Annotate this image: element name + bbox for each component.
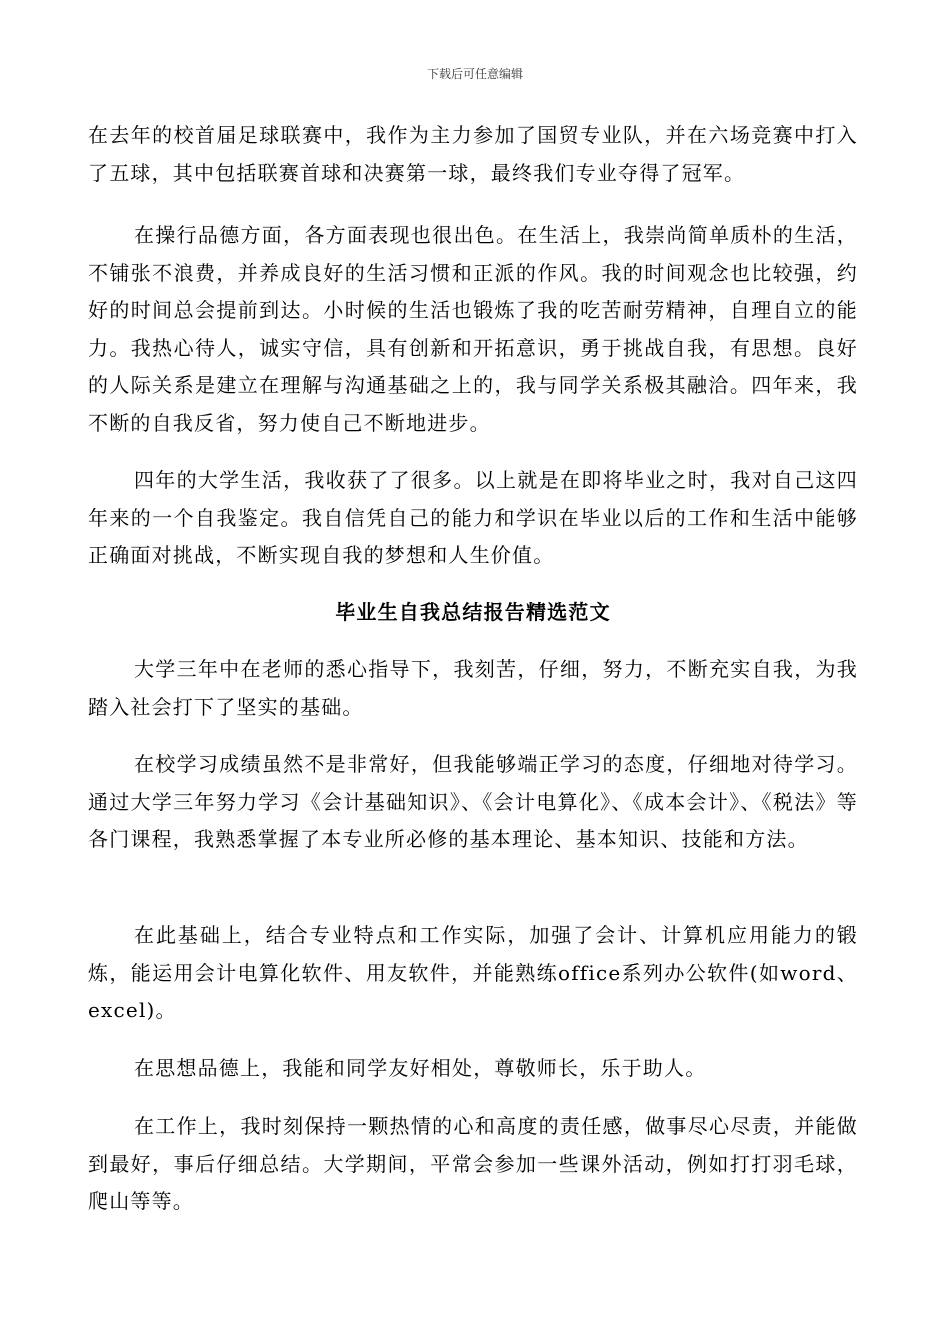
paragraph-study: 在校学习成绩虽然不是非常好，但我能够端正学习的态度，仔细地对待学习。通过大学三年努力学习《会计基础知识》、《会计电算化》、《成本会计》、《税法》等各门课程，我熟悉掌握了本专业所必修的基本理论、基本知识、技能和方法。: [88, 752, 858, 851]
paragraph-skills: 在此基础上，结合专业特点和工作实际，加强了会计、计算机应用能力的锻炼，能运用会计电算化软件、用友软件，并能熟练office系列办公软件(如word、excel)。: [88, 923, 858, 1022]
paragraph-university-summary: 四年的大学生活，我收获了了很多。以上就是在即将毕业之时，我对自己这四年来的一个自我鉴定。我自信凭自己的能力和学识在毕业以后的工作和生活中能够正确面对挑战，不断实现自我的梦想和人生价值。: [88, 468, 858, 567]
paragraph-guidance: 大学三年中在老师的悉心指导下，我刻苦，仔细，努力，不断充实自我，为我踏入社会打下了坚实的基础。: [88, 657, 858, 719]
paragraph-conduct: 在操行品德方面，各方面表现也很出色。在生活上，我崇尚简单质朴的生活，不铺张不浪费，并养成良好的生活习惯和正派的作风。我的时间观念也比较强，约好的时间总会提前到达。小时候的生活也锻炼了我的吃苦耐劳精神，自理自立的能力。我热心待人，诚实守信，具有创新和开拓意识，勇于挑战自我，有思想。良好的人际关系是建立在理解与沟通基础之上的，我与同学关系极其融洽。四年来，我不断的自我反省，努力使自己不断地进步。: [88, 223, 858, 435]
section-title: 毕业生自我总结报告精选范文: [335, 600, 611, 624]
paragraph-football: 在去年的校首届足球联赛中，我作为主力参加了国贸专业队，并在六场竞赛中打入了五球，其中包括联赛首球和决赛第一球，最终我们专业夺得了冠军。: [88, 123, 858, 185]
paragraph-morality: 在思想品德上，我能和同学友好相处，尊敬师长，乐于助人。: [134, 1056, 707, 1080]
page-header: 下载后可任意编辑: [426, 67, 523, 81]
paragraph-work: 在工作上，我时刻保持一颗热情的心和高度的责任感，做事尽心尽责，并能做到最好，事后仔细总结。大学期间，平常会参加一些课外活动，例如打打羽毛球，爬山等等。: [88, 1114, 858, 1213]
